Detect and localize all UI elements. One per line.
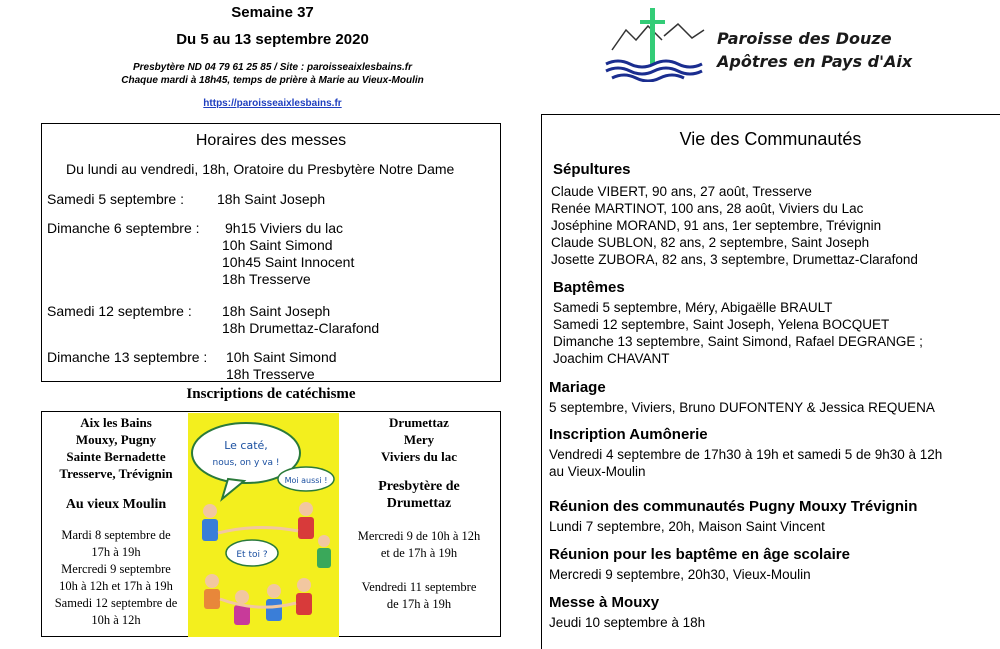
- schedule-line: Mercredi 9 septembre: [61, 562, 171, 576]
- mass-schedule-title: Horaires des messes: [195, 132, 347, 149]
- schedule-line: Mardi 8 septembre de: [61, 528, 171, 542]
- bubble-text: nous, on y va !: [212, 458, 280, 468]
- catechism-place: Drumettaz: [389, 415, 449, 430]
- section-heading-baptism-meeting: Réunion pour les baptême en âge scolaire: [549, 546, 850, 563]
- catechism-schedule: [340, 528, 498, 613]
- catechism-place: Mery: [403, 432, 435, 447]
- mass-item: 10h45 Saint Innocent: [222, 254, 355, 270]
- section-heading-wedding: Mariage: [549, 379, 606, 396]
- section-heading-funerals: Sépultures: [553, 161, 631, 178]
- section-heading-mass-mouxy: Messe à Mouxy: [549, 594, 660, 611]
- mass-item: 18h Saint Joseph: [217, 191, 326, 207]
- catechism-place: Sainte Bernadette: [66, 449, 166, 464]
- mass-mouxy-line: Jeudi 10 septembre à 18h: [549, 615, 706, 630]
- mass-item: 9h15 Viviers du lac: [225, 220, 344, 236]
- baptism-line: Joachim CHAVANT: [553, 351, 670, 366]
- catechism-place: Tresserve, Trévignin: [59, 466, 173, 481]
- community-life-title: Vie des Communautés: [679, 129, 862, 149]
- section-heading-baptisms: Baptêmes: [553, 279, 625, 296]
- website-link[interactable]: https://paroisseaixlesbains.fr: [203, 98, 342, 109]
- meeting-line: Mercredi 9 septembre, 20h30, Vieux-Moulin: [549, 567, 811, 582]
- funeral-line: Renée MARTINOT, 100 ans, 28 août, Viviers du Lac: [551, 201, 864, 216]
- mass-day: Dimanche 13 septembre :: [47, 349, 208, 365]
- section-heading-chaplaincy: Inscription Aumônerie: [549, 426, 708, 443]
- catechism-title: Inscriptions de catéchisme: [186, 386, 356, 402]
- mass-day: Samedi 12 septembre :: [47, 303, 192, 319]
- mass-item: 18h Saint Joseph: [222, 303, 331, 319]
- baptism-line: Samedi 5 septembre, Méry, Abigaëlle BRAULT: [553, 300, 833, 315]
- catechism-illustration-icon: [188, 413, 339, 637]
- catechism-schedule: [44, 527, 188, 629]
- baptism-line: Samedi 12 septembre, Saint Joseph, Yelena BOCQUET: [553, 317, 890, 332]
- funeral-line: Joséphine MORAND, 91 ans, 1er septembre, Trévignin: [551, 218, 882, 233]
- mass-item: 18h Tresserve: [222, 271, 311, 287]
- schedule-line: 10h à 12h et 17h à 19h: [59, 579, 173, 593]
- catechism-place: Viviers du lac: [380, 449, 458, 464]
- mass-day: Samedi 5 septembre :: [47, 191, 184, 207]
- catechism-right-column: [340, 414, 498, 613]
- funeral-line: Claude VIBERT, 90 ans, 27 août, Tresserve: [551, 184, 812, 199]
- schedule-line: et de 17h à 19h: [380, 546, 458, 560]
- mass-item: 18h Tresserve: [226, 366, 315, 382]
- parish-name-line2: Apôtres en Pays d'Aix: [717, 52, 913, 71]
- schedule-spacer: [340, 562, 498, 579]
- weekday-mass: Du lundi au vendredi, 18h, Oratoire du Presbytère Notre Dame: [66, 161, 455, 177]
- bubble-text: Le caté,: [224, 439, 268, 452]
- catechism-venue: Au vieux Moulin: [65, 497, 167, 512]
- funeral-line: Josette ZUBORA, 82 ans, 3 septembre, Drumettaz-Clarafond: [551, 252, 918, 267]
- bubble-text: Moi aussi !: [284, 476, 328, 485]
- chaplaincy-line: Vendredi 4 septembre de 17h30 à 19h et samedi 5 de 9h30 à 12h: [549, 447, 943, 462]
- week-dates: Du 5 au 13 septembre 2020: [176, 31, 369, 48]
- catechism-left-column: [44, 414, 188, 629]
- parish-logo-icon: [604, 8, 714, 82]
- catechism-venue: Presbytère de: [378, 479, 460, 494]
- mass-day: Dimanche 6 septembre :: [47, 220, 200, 236]
- meeting-line: Lundi 7 septembre, 20h, Maison Saint Vincent: [549, 519, 825, 534]
- parish-name-line1: Paroisse des Douze: [717, 29, 892, 48]
- schedule-line: 10h à 12h: [91, 613, 141, 627]
- baptism-line: Dimanche 13 septembre, Saint Simond, Rafael DEGRANGE ;: [553, 334, 923, 349]
- schedule-line: Mercredi 9 de 10h à 12h: [357, 529, 481, 543]
- week-number: Semaine 37: [231, 4, 314, 21]
- section-heading-community-meeting: Réunion des communautés Pugny Mouxy Trévignin: [549, 498, 918, 515]
- funeral-line: Claude SUBLON, 82 ans, 2 septembre, Saint Joseph: [551, 235, 870, 250]
- bubble-text: Et toi ?: [236, 550, 268, 560]
- catechism-place: Aix les Bains: [80, 415, 152, 430]
- catechism-place: Mouxy, Pugny: [75, 432, 157, 447]
- mass-item: 18h Drumettaz-Clarafond: [222, 320, 380, 336]
- schedule-line: Vendredi 11 septembre: [361, 580, 477, 594]
- wedding-line: 5 septembre, Viviers, Bruno DUFONTENY & Jessica REQUENA: [549, 400, 935, 415]
- chaplaincy-line: au Vieux-Moulin: [549, 464, 646, 479]
- schedule-line: 17h à 19h: [91, 545, 141, 559]
- mass-item: 10h Saint Simond: [226, 349, 337, 365]
- mass-item: 10h Saint Simond: [222, 237, 333, 253]
- prayer-info: Chaque mardi à 18h45, temps de prière à Marie au Vieux-Moulin: [121, 75, 424, 86]
- contact-info: Presbytère ND 04 79 61 25 85 / Site : paroisseaixlesbains.fr: [132, 62, 413, 73]
- schedule-line: de 17h à 19h: [386, 597, 452, 611]
- catechism-venue: Drumettaz: [386, 496, 452, 511]
- schedule-line: Samedi 12 septembre de: [54, 596, 178, 610]
